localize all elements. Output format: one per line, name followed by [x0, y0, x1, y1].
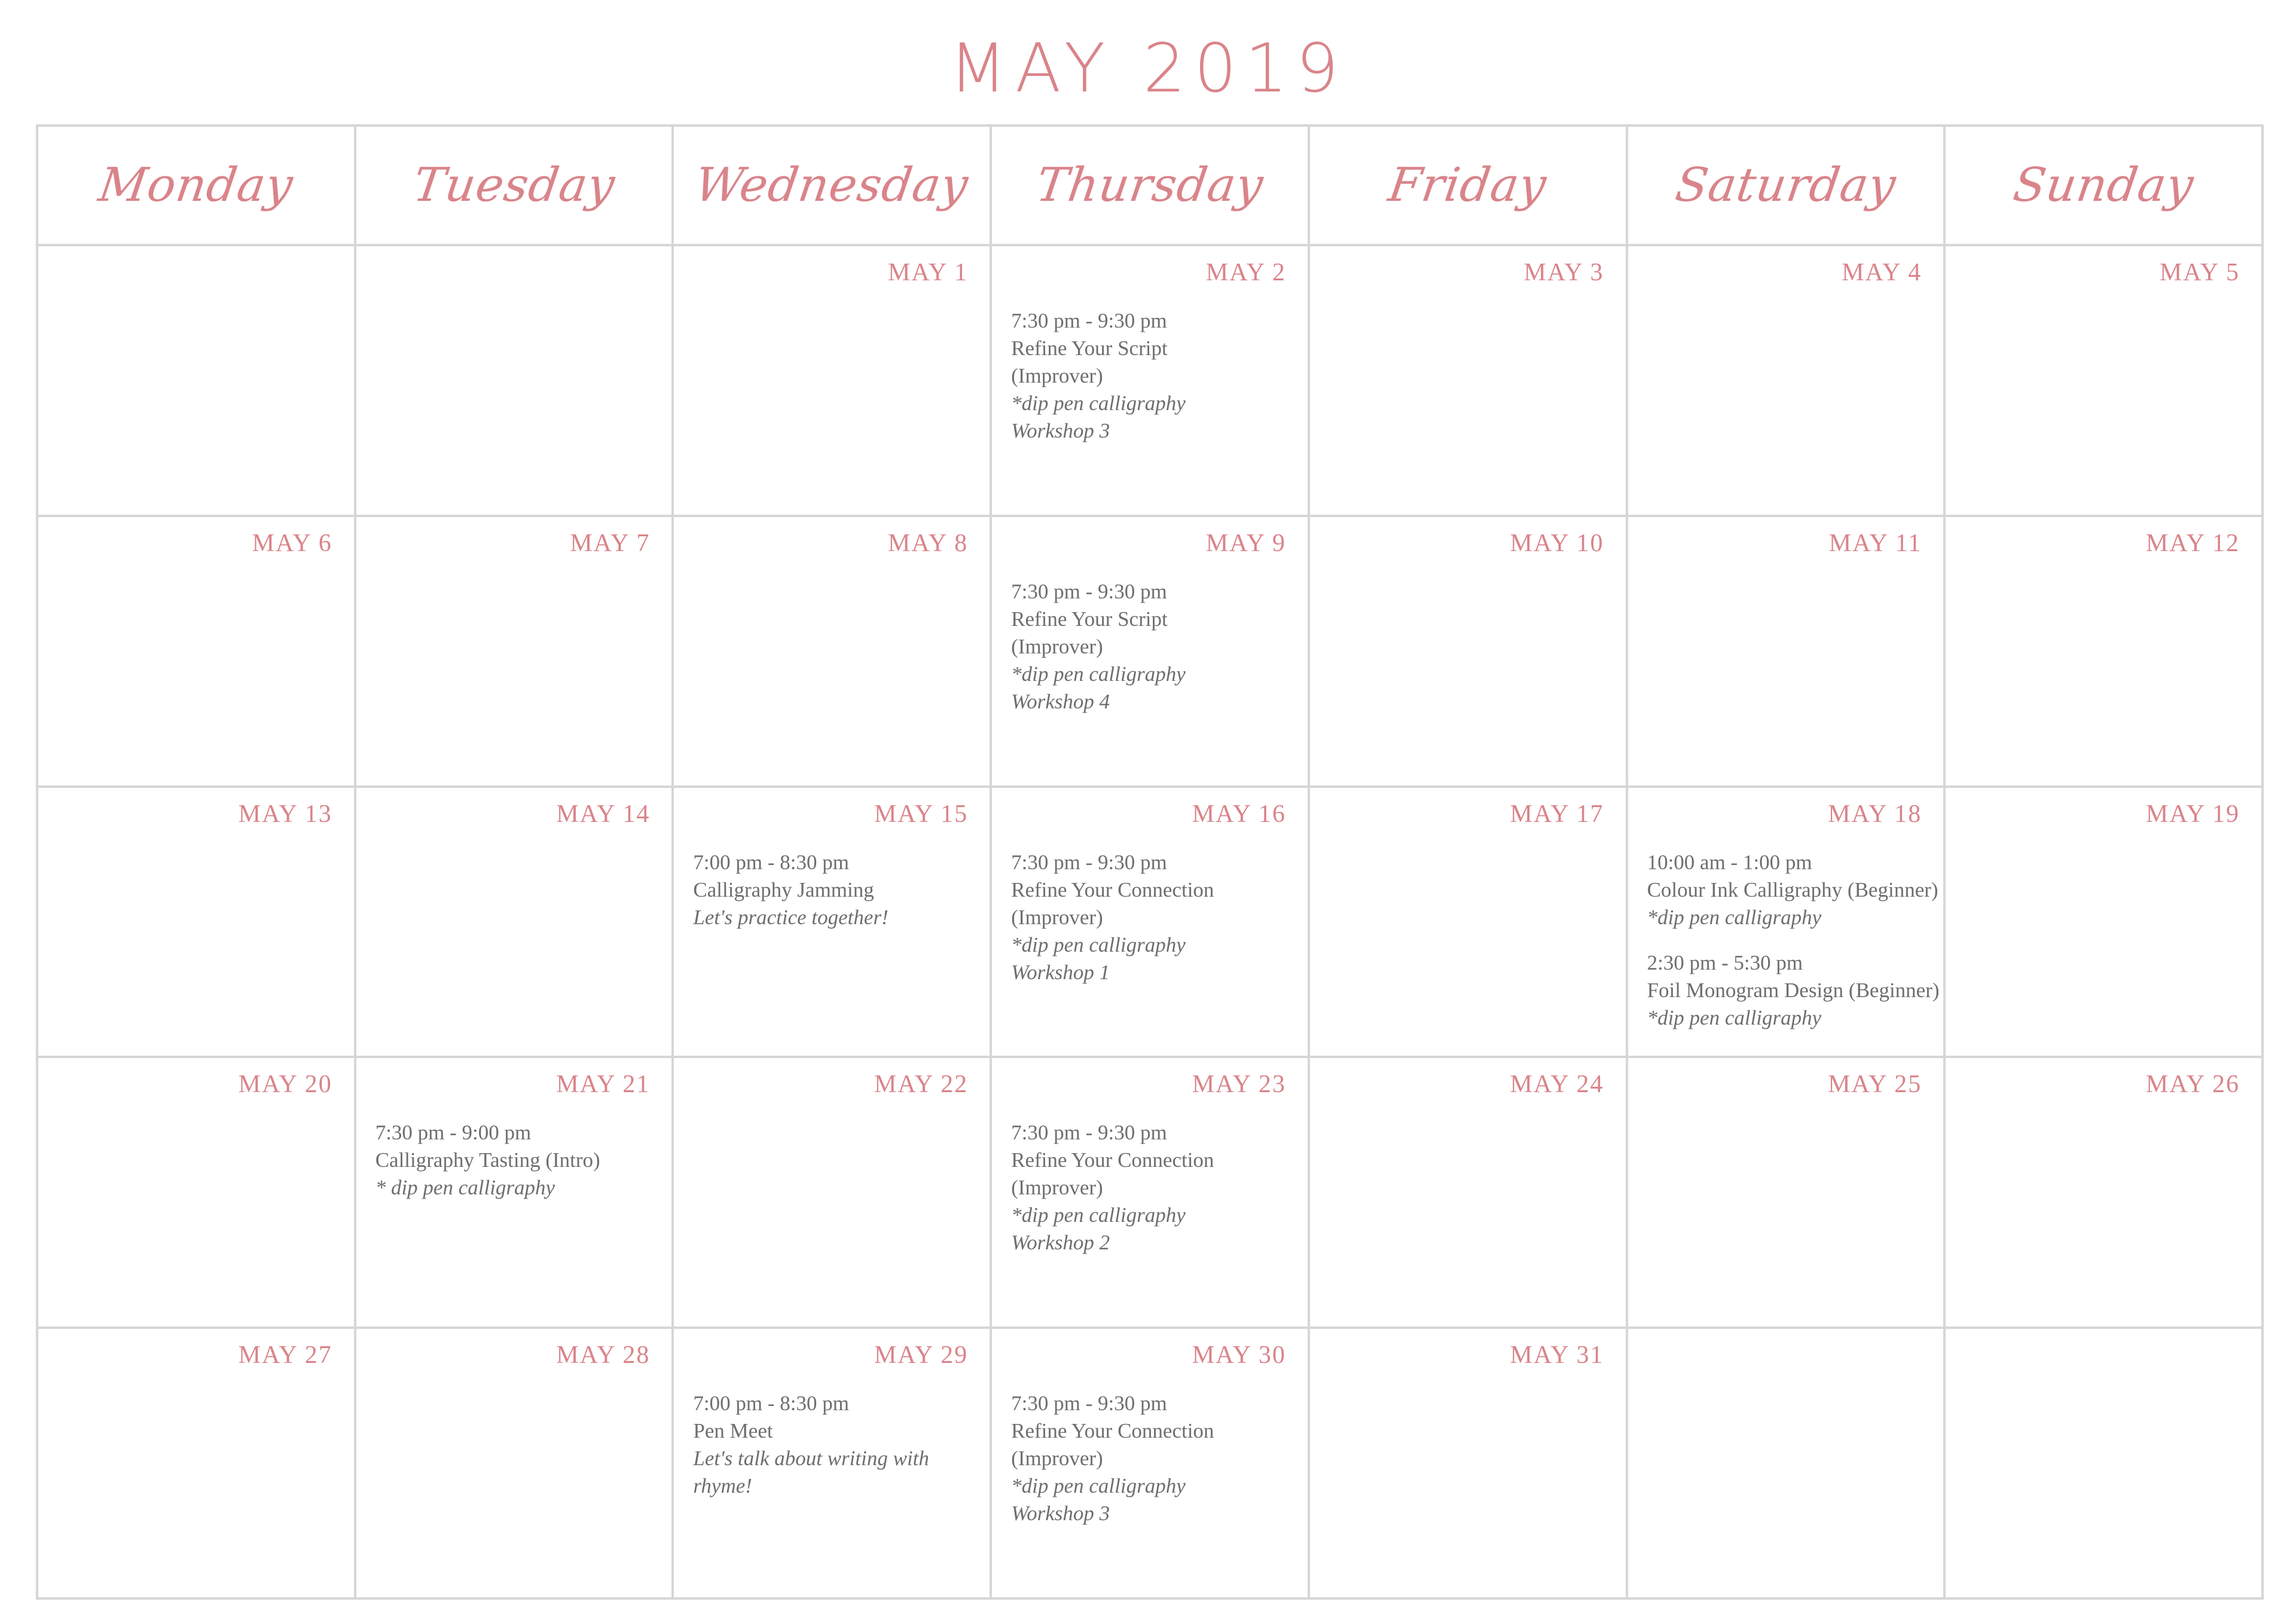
event-note: Workshop 2: [1011, 1231, 1110, 1255]
day-header-label: Sunday: [2010, 158, 2197, 212]
date-label: MAY 5: [2159, 259, 2240, 286]
day-cell[interactable]: [1310, 246, 1628, 517]
event-item[interactable]: [1011, 578, 1303, 716]
date-label: MAY 21: [556, 1071, 651, 1099]
day-cell[interactable]: [674, 246, 992, 517]
day-cell[interactable]: [1628, 517, 1946, 788]
event-time: 7:00 pm - 8:30 pm: [693, 850, 849, 874]
date-label: MAY 23: [1192, 1071, 1286, 1099]
event-note: *dip pen calligraphy: [1011, 392, 1186, 415]
date-label: MAY 19: [2145, 800, 2240, 828]
calendar-grid: [36, 124, 2264, 1600]
event-list: [693, 1390, 985, 1518]
date-label: MAY 11: [1828, 529, 1922, 557]
event-time: 7:00 pm - 8:30 pm: [693, 1392, 849, 1416]
event-title: Calligraphy Jamming: [693, 878, 874, 901]
event-list: [1011, 307, 1303, 463]
event-title: Refine Your Connection: [1011, 1148, 1214, 1172]
event-list: [1011, 1390, 1303, 1545]
event-note: Workshop 3: [1011, 419, 1110, 442]
day-header-label: Friday: [1385, 158, 1550, 212]
event-note: * dip pen calligraphy: [375, 1176, 555, 1200]
event-time: 2:30 pm - 5:30 pm: [1647, 950, 1803, 974]
event-title: Refine Your Connection: [1011, 1419, 1214, 1443]
empty-day-cell: [1946, 1329, 2264, 1600]
day-header-thursday: [992, 127, 1310, 246]
date-label: MAY 27: [238, 1341, 332, 1370]
event-item[interactable]: [1647, 849, 1939, 931]
event-note: *dip pen calligraphy: [1647, 1005, 1822, 1029]
event-time: 10:00 am - 1:00 pm: [1647, 850, 1812, 874]
day-cell[interactable]: [1946, 788, 2264, 1059]
event-title: Pen Meet: [693, 1419, 773, 1443]
event-note: *dip pen calligraphy: [1647, 905, 1822, 929]
day-cell[interactable]: [1310, 517, 1628, 788]
day-cell[interactable]: [1946, 517, 2264, 788]
event-note: *dip pen calligraphy: [1011, 1203, 1186, 1227]
event-time: 7:30 pm - 9:30 pm: [1011, 1121, 1167, 1145]
event-time: 7:30 pm - 9:30 pm: [1011, 579, 1167, 603]
date-label: MAY 13: [238, 800, 332, 828]
page-title: MAY 2019: [949, 30, 1347, 108]
day-cell[interactable]: [1628, 246, 1946, 517]
event-title: (Improver): [1011, 1176, 1103, 1200]
date-label: MAY 14: [556, 800, 651, 828]
day-header-saturday: [1628, 127, 1946, 246]
event-note: *dip pen calligraphy: [1011, 1474, 1186, 1498]
event-list: [1647, 849, 1939, 1050]
event-item[interactable]: [693, 1390, 985, 1500]
day-cell[interactable]: [1946, 246, 2264, 517]
event-note: *dip pen calligraphy: [1011, 933, 1186, 956]
day-cell[interactable]: [1310, 788, 1628, 1059]
day-header-label: Saturday: [1672, 158, 1900, 212]
event-title: Foil Monogram Design (Beginner): [1647, 978, 1940, 1002]
day-cell[interactable]: [674, 1058, 992, 1329]
day-header-label: Monday: [95, 158, 297, 212]
date-label: MAY 30: [1192, 1341, 1286, 1370]
date-label: MAY 18: [1828, 800, 1922, 828]
date-label: MAY 4: [1842, 259, 1922, 286]
day-cell[interactable]: [1946, 1058, 2264, 1329]
event-note: *dip pen calligraphy: [1011, 662, 1186, 686]
event-item[interactable]: [1011, 1119, 1303, 1257]
date-label: MAY 16: [1192, 800, 1286, 828]
event-note: rhyme!: [693, 1474, 752, 1498]
date-label: MAY 1: [888, 259, 969, 286]
event-time: 7:30 pm - 9:30 pm: [1011, 850, 1167, 874]
day-cell[interactable]: [38, 788, 356, 1059]
date-label: MAY 6: [252, 529, 332, 557]
event-title: (Improver): [1011, 1447, 1103, 1471]
event-title: (Improver): [1011, 364, 1103, 387]
day-cell[interactable]: [992, 1329, 1310, 1600]
day-header-wednesday: [674, 127, 992, 246]
day-cell[interactable]: [674, 517, 992, 788]
event-item[interactable]: [1011, 849, 1303, 986]
event-note: Let's talk about writing with: [693, 1447, 929, 1471]
day-cell[interactable]: [992, 788, 1310, 1059]
date-label: MAY 26: [2145, 1071, 2240, 1099]
day-header-monday: [38, 127, 356, 246]
date-label: MAY 24: [1510, 1071, 1604, 1099]
event-item[interactable]: [1011, 1390, 1303, 1527]
event-list: [1011, 849, 1303, 1004]
day-cell[interactable]: [992, 517, 1310, 788]
empty-day-cell: [38, 246, 356, 517]
event-note: Workshop 4: [1011, 689, 1110, 713]
event-list: [1011, 578, 1303, 733]
event-list: [693, 849, 985, 949]
date-label: MAY 25: [1828, 1071, 1922, 1099]
day-cell[interactable]: [674, 1329, 992, 1600]
day-header-tuesday: [356, 127, 674, 246]
date-label: MAY 8: [888, 529, 969, 557]
day-cell[interactable]: [356, 1329, 674, 1600]
day-cell[interactable]: [38, 517, 356, 788]
date-label: MAY 7: [570, 529, 651, 557]
event-item[interactable]: [1647, 949, 1939, 1032]
event-note: Let's practice together!: [693, 905, 889, 929]
event-item[interactable]: [693, 849, 985, 931]
day-cell[interactable]: [356, 788, 674, 1059]
day-cell[interactable]: [1310, 1329, 1628, 1600]
event-item[interactable]: [375, 1119, 667, 1202]
event-title: Colour Ink Calligraphy (Beginner): [1647, 878, 1938, 901]
date-label: MAY 17: [1510, 800, 1604, 828]
empty-day-cell: [356, 246, 674, 517]
date-label: MAY 29: [874, 1341, 969, 1370]
day-cell[interactable]: [356, 1058, 674, 1329]
date-label: MAY 12: [2145, 529, 2240, 557]
empty-day-cell: [1628, 1329, 1946, 1600]
date-label: MAY 28: [556, 1341, 651, 1370]
event-time: 7:30 pm - 9:30 pm: [1011, 1392, 1167, 1416]
day-cell[interactable]: [992, 1058, 1310, 1329]
date-label: MAY 3: [1523, 259, 1604, 286]
day-cell[interactable]: [1628, 1058, 1946, 1329]
day-cell[interactable]: [38, 1058, 356, 1329]
day-header-sunday: [1946, 127, 2264, 246]
date-label: MAY 15: [874, 800, 969, 828]
day-cell[interactable]: [1310, 1058, 1628, 1329]
event-title: Refine Your Script: [1011, 607, 1168, 631]
day-header-label: Wednesday: [692, 158, 972, 212]
event-time: 7:30 pm - 9:30 pm: [1011, 309, 1167, 332]
day-cell[interactable]: [38, 1329, 356, 1600]
event-list: [375, 1119, 667, 1219]
event-list: [1011, 1119, 1303, 1274]
event-note: Workshop 1: [1011, 960, 1110, 984]
day-cell[interactable]: [674, 788, 992, 1059]
event-title: Refine Your Connection: [1011, 878, 1214, 901]
date-label: MAY 20: [238, 1071, 332, 1099]
date-label: MAY 9: [1205, 529, 1286, 557]
event-item[interactable]: [1011, 307, 1303, 445]
day-cell[interactable]: [992, 246, 1310, 517]
day-header-label: Thursday: [1033, 158, 1267, 212]
event-title: (Improver): [1011, 905, 1103, 929]
day-cell[interactable]: [1628, 788, 1946, 1059]
event-note: Workshop 3: [1011, 1502, 1110, 1526]
event-title: Calligraphy Tasting (Intro): [375, 1148, 600, 1172]
day-header-friday: [1310, 127, 1628, 246]
date-label: MAY 22: [874, 1071, 969, 1099]
date-label: MAY 10: [1510, 529, 1604, 557]
event-time: 7:30 pm - 9:00 pm: [375, 1121, 532, 1145]
day-cell[interactable]: [356, 517, 674, 788]
date-label: MAY 31: [1510, 1341, 1604, 1370]
date-label: MAY 2: [1205, 259, 1286, 286]
day-header-label: Tuesday: [410, 158, 618, 212]
event-title: Refine Your Script: [1011, 337, 1168, 360]
event-title: (Improver): [1011, 634, 1103, 658]
